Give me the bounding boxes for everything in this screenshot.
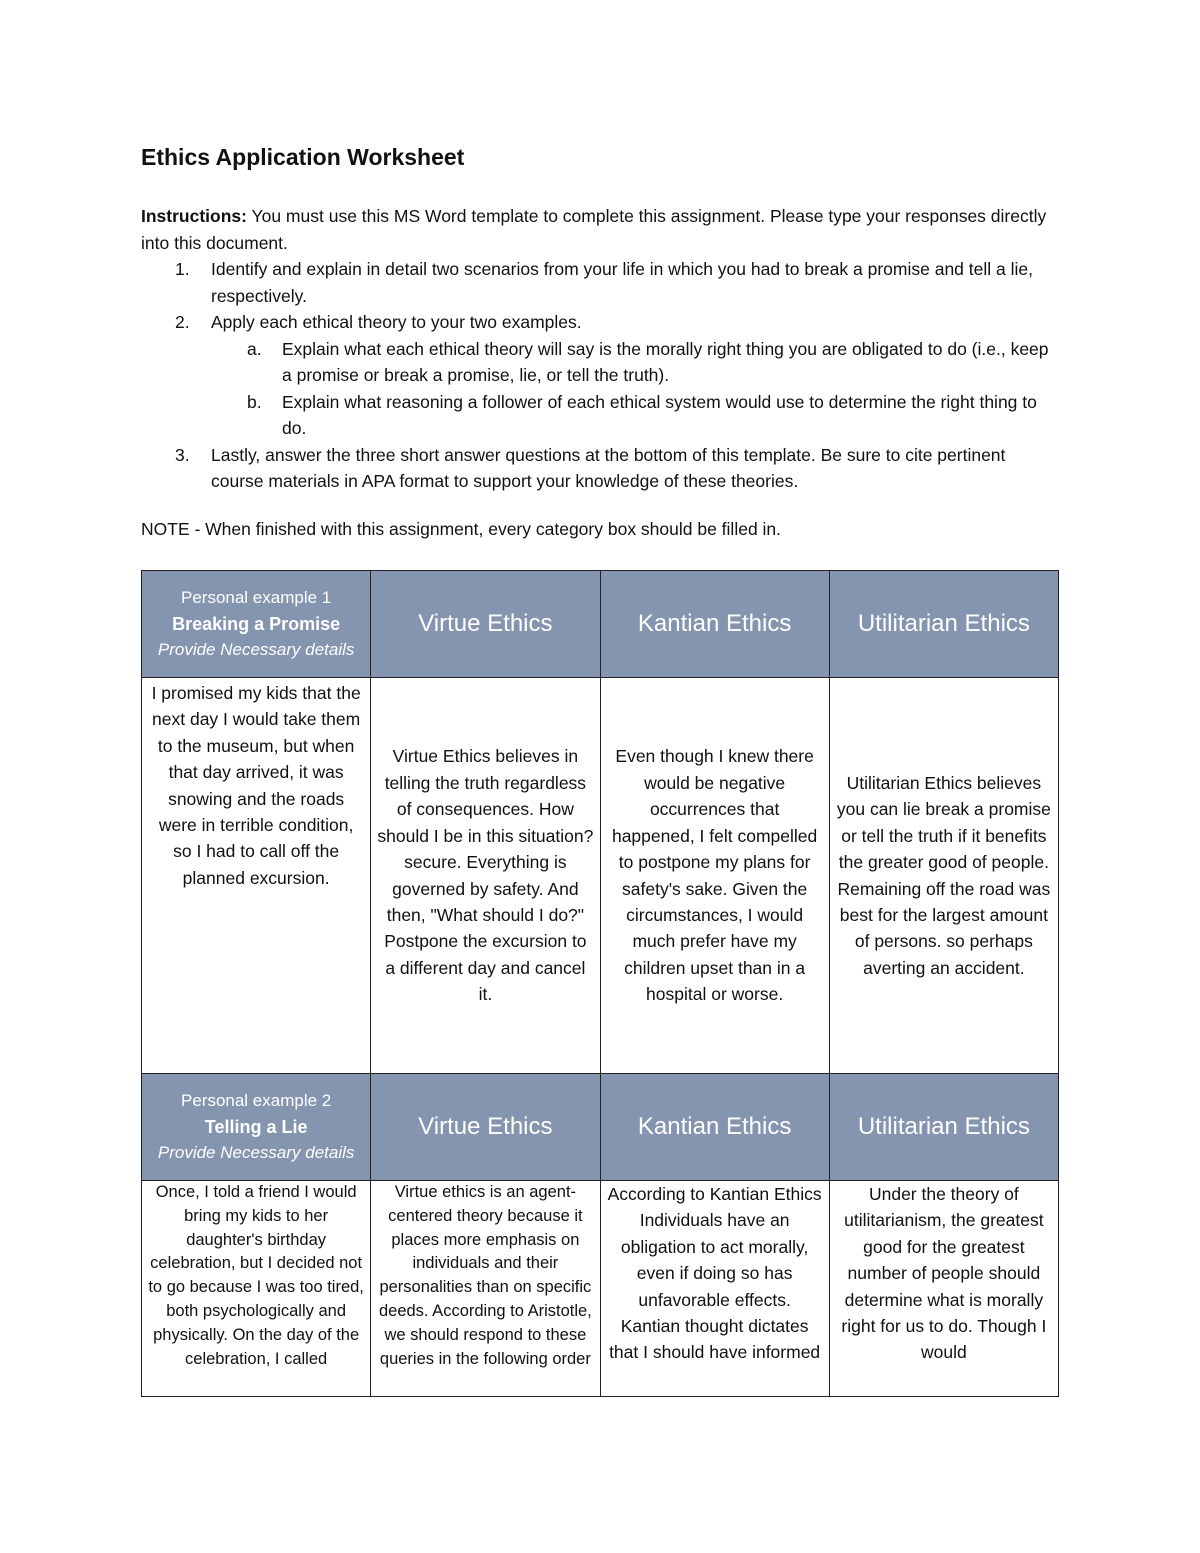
ethics-table-example-1 xyxy=(141,570,1059,1074)
steps-list xyxy=(141,256,1061,495)
header-cell-virtue: Virtue Ethics xyxy=(371,571,600,678)
instructions-lead: Instructions: xyxy=(141,206,247,226)
example-hint: Provide Necessary details xyxy=(157,640,355,659)
ethics-table-example-2 xyxy=(141,1073,1059,1397)
table-row xyxy=(142,1181,1059,1397)
example-title: Breaking a Promise xyxy=(172,614,341,634)
list-text: Identify and explain in detail two scenarios from your life in which you had to break a promise and tell a lie, respectively. xyxy=(211,259,1033,306)
list-item xyxy=(141,442,1061,495)
instructions-paragraph xyxy=(141,203,1061,256)
header-cell-virtue: Virtue Ethics xyxy=(371,1074,600,1181)
cell-example-text[interactable]: I promised my kids that the next day I would take them to the museum, but when that day arrived, it was snowing and the roads were in terrible condition, so I had to call off the planned excursion. xyxy=(142,678,371,1074)
table-header-row xyxy=(142,571,1059,678)
list-letter: b. xyxy=(247,391,262,412)
list-item xyxy=(141,256,1061,309)
list-number: 1. xyxy=(175,259,190,279)
example-hint: Provide Necessary details xyxy=(157,1143,355,1162)
cell-virtue-text[interactable]: Virtue ethics is an agent-centered theory because it places more emphasis on individuals and their personalities than on specific deeds. According to Aristotle, we should respond to these queries in the following order xyxy=(371,1181,600,1397)
header-cell-kantian: Kantian Ethics xyxy=(600,1074,829,1181)
list-item xyxy=(211,389,1061,442)
instructions-block xyxy=(141,203,1061,495)
note-text: NOTE - When finished with this assignment, every category box should be filled in. xyxy=(141,519,782,539)
substeps-list xyxy=(211,336,1061,442)
cell-kantian-text[interactable]: Even though I knew there would be negative occurrences that happened, I felt compelled to postpone my plans for safety's sake. Given the circumstances, I would much prefer have my children upset than in a hospital or worse. xyxy=(600,678,829,1074)
list-text: Apply each ethical theory to your two examples. xyxy=(211,312,582,332)
header-cell-utilitarian: Utilitarian Ethics xyxy=(829,571,1058,678)
cell-kantian-text[interactable]: According to Kantian Ethics Individuals have an obligation to act morally, even if doing so has unfavorable effects. Kantian thought dictates that I should have informed xyxy=(600,1181,829,1397)
table-row xyxy=(142,678,1059,1074)
example-title: Telling a Lie xyxy=(204,1117,308,1137)
cell-virtue-text[interactable]: Virtue Ethics believes in telling the truth regardless of consequences. How should I be in this situation? secure. Everything is governed by safety. And then, "What should I do?" Postpone the excursion to a different day and cancel it. xyxy=(371,678,600,1074)
list-letter: a. xyxy=(247,338,262,359)
list-number: 3. xyxy=(175,444,190,465)
header-cell-kantian: Kantian Ethics xyxy=(600,571,829,678)
list-number: 2. xyxy=(175,312,190,332)
header-cell-example xyxy=(142,1074,371,1181)
table-header-row xyxy=(142,1074,1059,1181)
cell-utilitarian-text[interactable]: Under the theory of utilitarianism, the greatest good for the greatest number of people should determine what is morally right for us to do. Though I would xyxy=(829,1181,1058,1397)
example-label: Personal example 1 xyxy=(180,588,332,607)
example-label: Personal example 2 xyxy=(180,1091,332,1110)
cell-example-text[interactable]: Once, I told a friend I would bring my kids to her daughter's birthday celebration, but I decided not to go because I was too tired, both psychologically and physically. On the day of the celebration, I called xyxy=(142,1181,371,1397)
list-text: Explain what reasoning a follower of each ethical system would use to determine the right thing to do. xyxy=(282,391,1037,438)
list-item xyxy=(211,336,1061,389)
list-item xyxy=(141,309,1061,442)
instructions-text: You must use this MS Word template to complete this assignment. Please type your responses directly into this document. xyxy=(141,206,1047,253)
header-cell-example xyxy=(142,571,371,678)
cell-utilitarian-text[interactable]: Utilitarian Ethics believes you can lie break a promise or tell the truth if it benefits the greater good of people. Remaining off the road was best for the largest amount of persons. so perhaps averting an accident. xyxy=(829,678,1058,1074)
header-cell-utilitarian: Utilitarian Ethics xyxy=(829,1074,1058,1181)
list-text: Explain what each ethical theory will say is the morally right thing you are obligated to do (i.e., keep a promise or break a promise, lie, or tell the truth). xyxy=(282,338,1049,385)
page-title: Ethics Application Worksheet xyxy=(141,144,465,170)
list-text: Lastly, answer the three short answer questions at the bottom of this template. Be sure to cite pertinent course materials in APA format to support your knowledge of these theories. xyxy=(211,444,1006,491)
